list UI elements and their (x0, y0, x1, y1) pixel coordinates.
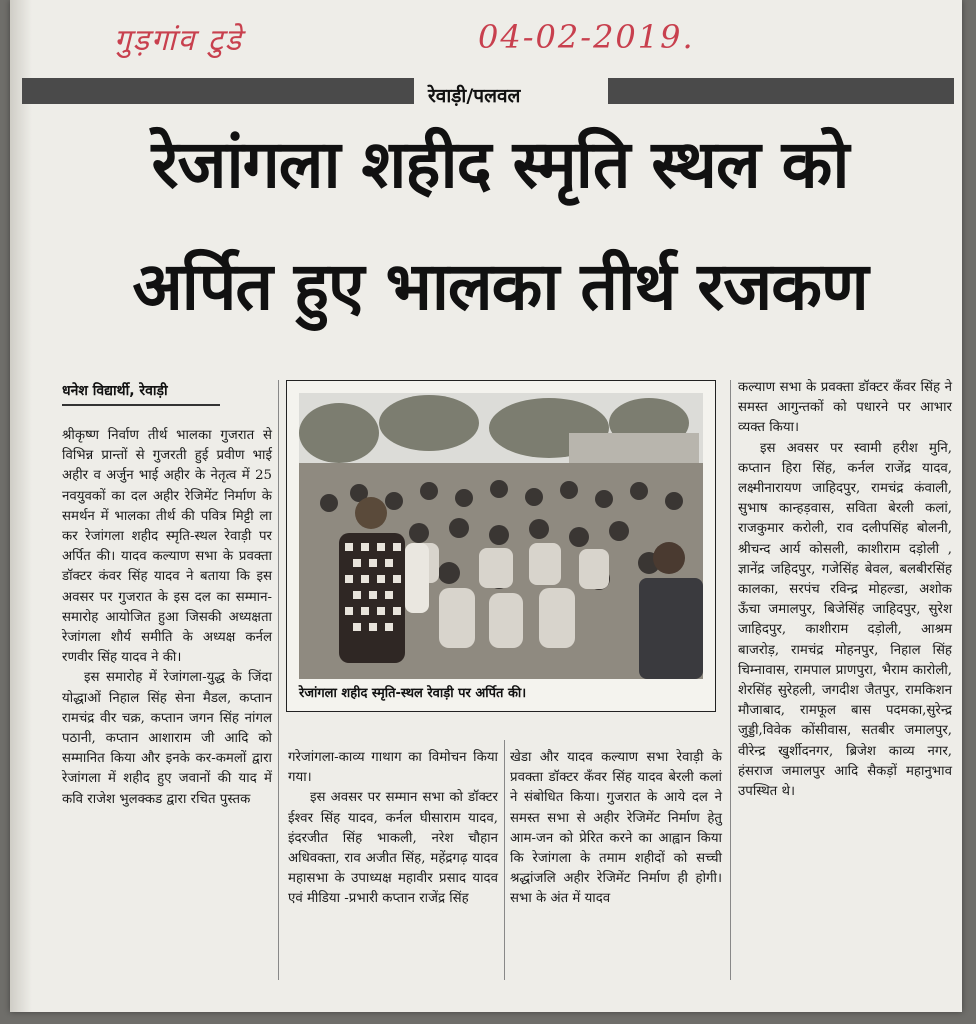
section-bar-left (22, 78, 414, 104)
paragraph: इस अवसर पर सम्मान सभा को डॉक्टर ईश्वर सिंह यादव, कर्नल घीसाराम यादव, इंदरजीत सिंह भाकली, नरेश चौहान अधिवक्ता, राव अजीत सिंह, महेंद्रगढ़ यादव महासभा के उपाध्यक्ष महावीर प्रसाद यादव एवं मीडिया -प्रभारी कप्तान राजेंद्र सिंह (288, 790, 498, 907)
paragraph: श्रीकृष्ण निर्वाण तीर्थ भालका गुजरात से विभिन्न प्रान्तों से गुजरती हुई प्रवीण भाई अहीर व अर्जुन भाई अहीर के नेतृत्व में 25 नवयुवकों का दल अहीर रेजिमेंट निर्माण के समर्थन में भालका तीर्थ की पवित्र मिट्टी ला कर रेजांगला शहीद स्मृति-स्थल रेवाड़ी पर अर्पित की। यादव कल्याण सभा के प्रवक्ता डॉक्टर कंवर सिंह यादव ने बताया कि इस अवसर पर गुजरात के इस दल का सम्मान-समारोह आयोजित हुआ जिसकी अध्यक्षता रेजांगला शौर्य समीति के अध्यक्ष कर्नल रणवीर सिंह यादव ने की। (62, 428, 272, 666)
section-label: रेवाड़ी/पलवल (428, 85, 521, 107)
article-column-2 (288, 748, 498, 910)
column-rule (278, 380, 279, 980)
headline-line-1: रेजांगला शहीद स्मृति स्थल को (151, 126, 849, 203)
paper-fold-shadow (10, 0, 32, 1012)
section-bar-right (608, 78, 954, 104)
paragraph: कल्याण सभा के प्रवक्ता डॉक्टर कँवर सिंह ने समस्त आगुन्तकों को पधारने पर आभार व्यक्त किया। (738, 380, 952, 436)
paragraph: इस अवसर पर स्वामी हरीश मुनि, कप्तान हिरा सिंह, कर्नल राजेंद्र यादव, लक्ष्मीनारायण जाहिदपुर, रामचंद्र कंवाली, सुभाष कान्हड़वास, सविता बेरली कलां, राजकुमार करोली, राव दलीपसिंह बोलनी, श्रीचन्द आर्य कोसली, काशीराम दड़ोली , ज्ञानेंद्र जहिदपुर, गजेसिंह बेवल, बलबीरसिंह कालका, सरपंच रविन्द्र मोहल्डा, अशोक ऊँचा जमालपुर, बिजेसिंह जाहिदपुर, सुरेश जाहिदपुर, काशीराम दड़ोली, आश्रम बाजरोड़, रामचंद्र मोहनपुर, निहाल सिंह चिम्नावास, रामपाल प्राणपुरा, भैराम कारोली, शेरसिंह सुरेहली, जगदीश जैतपुर, रामकिशन मौजाबाद, रामफूल बास पदमका,सुरेन्द्र जुड्डी,विवेक कोंसीवास, सतबीर जमालपुर, वीरेन्द्र खुर्शीदनगर, ब्रिजेश काव्य नगर, हंसराज जमालपुर आदि सैकड़ों महानुभाव उपस्थित थे। (738, 440, 952, 800)
paragraph: खेडा और यादव कल्याण सभा रेवाड़ी के प्रवक्ता डॉक्टर कँवर सिंह यादव बेरली कलां ने संबोधित किया। गुजरात के आये दल ने समस्त सभा से अहीर रेजिमेंट निर्माण हेतु आम-जन को प्रेरित करने का आह्वान किया कि रेजांगला के तमाम शहीदों को सच्ची श्रद्धांजलि अहीर रेजिमेंट निर्माण ही होगी। सभा के अंत में यादव (510, 750, 722, 907)
handwritten-date: 04-02-2019. (478, 18, 695, 56)
article-column-3 (510, 748, 722, 910)
handwritten-publication-name: गुड़गांव टुडे (114, 23, 243, 58)
gathering-photo (299, 393, 703, 679)
photo-frame (286, 380, 716, 712)
column-rule (504, 740, 505, 980)
photo-caption: रेजांगला शहीद स्मृति-स्थल रेवाड़ी पर अर्पित की। (299, 686, 527, 701)
newspaper-clipping (10, 0, 962, 1012)
byline: धनेश विद्यार्थी, रेवाड़ी (62, 381, 220, 406)
crowd-photo-illustration (299, 393, 703, 679)
column-rule (730, 380, 731, 980)
article-column-4 (738, 378, 952, 802)
paragraph: गरेजांगला-काव्य गाथाग का विमोचन किया गया। (288, 750, 498, 786)
headline-line-2: अर्पित हुए भालका तीर्थ रजकण (132, 248, 868, 325)
paragraph: इस समारोह में रेजांगला-युद्ध के जिंदा योद्धाओं निहाल सिंह सेना मैडल, कप्तान रामचंद्र वीर चक्र, कप्तान जगन सिंह नांगल पठानी, कप्तान आशाराम जी आदि को सम्मानित किया और इनके कर-कमलों द्वारा रेजांगला में शहीद हुए जवानों की याद में कवि राजेश भुलक्कड द्वारा रचित पुस्तक (62, 670, 272, 807)
article-column-1 (62, 426, 272, 810)
